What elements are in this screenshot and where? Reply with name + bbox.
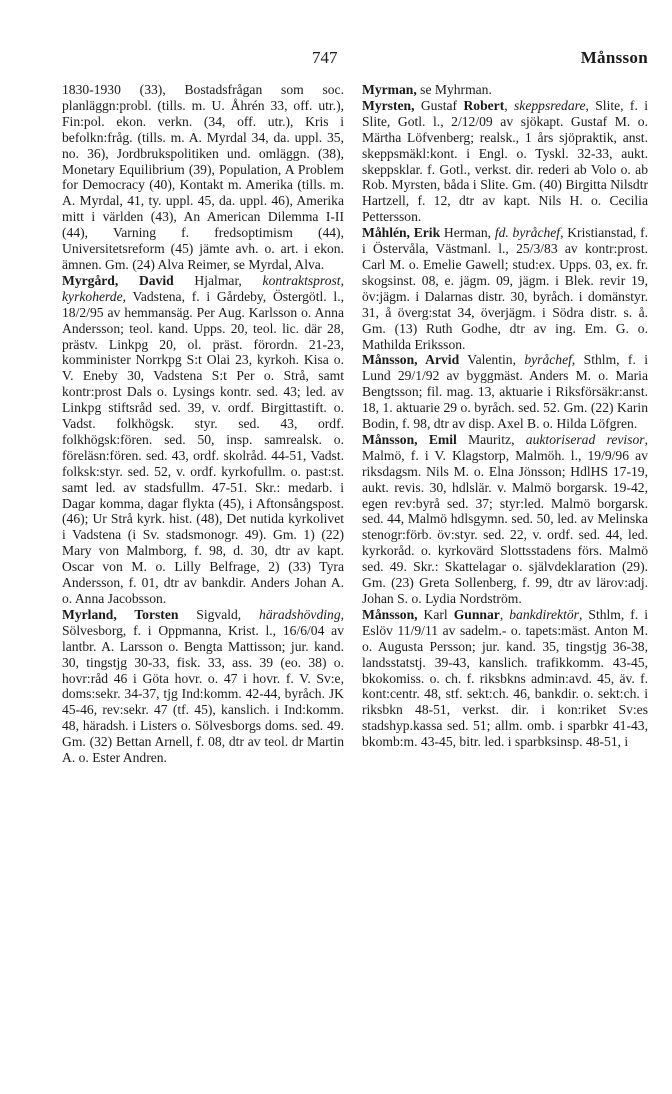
entry-title: kontraktsprost, kyrkoherde bbox=[62, 272, 344, 304]
entry-myrgard bbox=[62, 273, 344, 607]
entry-name: Myrgård, David bbox=[62, 272, 174, 288]
entry-mahlen bbox=[362, 225, 648, 352]
entry-myrman bbox=[362, 82, 648, 98]
entry-text: , Sthlm, f. i Eslöv 11/9/11 av sadelm.- o. tapets:mäst. Anton M. o. Augusta Persson; jur. kand. 35, tingstjg 36-38, landsstatstj. 39-43, kanslich. trafikkomm. 43-45, bkokomiss. o. ch. f. riksbkns admin:avd. 45, äv. f. kont:centr. 48, stf. sekt:ch. 46, bankdir. o. sekt:ch. i riksbkn 48-51, verkst. dir. i kon:riket Sv:es stadshyp.kassa sed. 51; allm. omb. i sparbkr 41-43, bkomb:m. 43-45, bitr. led. i sparbksinsp. 48-51, i bbox=[362, 606, 649, 750]
entry-mansson-arvid bbox=[362, 352, 648, 432]
entry-continuation bbox=[62, 82, 344, 273]
entry-name: Månsson, Emil bbox=[362, 431, 457, 447]
entry-name-given-bold: Robert bbox=[463, 97, 505, 113]
left-column bbox=[62, 82, 344, 766]
entry-given: Mauritz, bbox=[456, 431, 526, 447]
entry-title: fd. byråchef bbox=[494, 225, 561, 241]
entry-given: Sigvald, bbox=[178, 606, 260, 622]
entry-title: auktoriserad revisor bbox=[525, 431, 645, 447]
entry-name-given-bold: Gunnar bbox=[453, 606, 500, 622]
entry-given: Karl bbox=[417, 606, 454, 622]
entry-title: bankdirektör bbox=[509, 606, 579, 622]
entry-title: skeppsredare bbox=[514, 97, 586, 113]
running-head: Månsson bbox=[580, 48, 648, 67]
entry-text: , Vadstena, f. i Gårdeby, Östergötl. l., 18/2/95 av hemmansäg. Per Aug. Karlsson o. Anna Andersson; teol. kand. Upps. 20, teol. lic. där 28, prästv. Linkpg 20, ol. präst. förordn. 21-23, komminister Norrkpg S:t Olai 23, kyrkoh. Kisa o. V. Eneby 30, Vadstena S:t Per o. Strå, samt kontr:prost Dals o. Lysings kontr. sed. 43; led. av Linkpg stiftsråd sed. 39, v. ordf. Birgittastift. o. Vadst. folkhögsk. styr. sed. 43, ordf. folkhögsk:fören. sed. 50, insp. samrealsk. o. föreläsn:fören. sed. 43, ordf. skolråd. 44-51, Vadst. folksk:styr. sed. 52, v. ordf. kyrkofullm. o. past:st. samt led. av stadsfullm. 47-51. Skr.: medarb. i Dagar komma, dagar flykta (45), i Aftonsångspost. (46); Ur Strå kyrk. hist. (48), Det nutida kyrkolivet i Vadstena (i Sv. stadsmonogr. 49). Gm. 1) (22) Mary von Malmborg, f. 98, d. 30, dtr av kapt. Oscar von M. o. Lilly Belfrage, 2) (33) Tyra Andersson, f. 01, dtr av bankdir. Anders Johan A. o. Anna Jacobsson. bbox=[62, 288, 344, 606]
entry-text: , Malmö, f. i V. Klagstorp, Malmöh. l., 19/9/96 av riksdagsm. Nils M. o. Elna Jönsson; HdlHS 17-19, aukt. revis. 30, hdlslär. v. Malmö borgarsk. 19-42, egen rev:byrå sed. 37; styr:led. Malmö borgarsk. sed. 44, Malmö hdlsgymn. sed. 50, led. av Melinska stenogr:förb. öv:styr. sed. 22, v. ordf. sed. 44, led. kyrkoråd. o. kyrkovärd Slottsstadens förs. Malmö sed. 49. Skr.: Skattelagar o. självdeklaration (29). Gm. (23) Greta Sollenberg, f. 99, dtr av lärov:adj. Johan S. o. Lydia Nordström. bbox=[362, 431, 648, 606]
entry-title: byråchef bbox=[524, 352, 572, 368]
entry-name: Månsson, Arvid bbox=[362, 352, 460, 368]
entry-name: Myrland, Torsten bbox=[62, 606, 179, 622]
entry-mansson-emil bbox=[362, 432, 648, 607]
entry-text: , Sölvesborg, f. i Oppmanna, Krist. l., 16/6/04 av lantbr. A. Larsson o. Bengta Mattisson; jur. kand. 30, tingstjg 30-33, fisk. 33, ass. 39 (eo. 38) o. hovr:råd 46 i Göta hovr. o. 47 i hovr. f. V. Sv:e, doms:sekr. 34-37, tjg Ind:komm. 42-44, byråch. JK 45-46, rev:sekr. 47 (tf. 45), kanslich. i Ind:komm. 48, häradsh. i Listers o. Sölvesborgs doms. sed. 49. Gm. (32) Bettan Arnell, f. 08, dtr av teol. dr Martin A. o. Ester Andren. bbox=[62, 606, 345, 766]
entry-text: 1830-1930 (33), Bostadsfrågan som soc. planläggn:probl. (tills. m. U. Åhrén 33, off. utr.), Fin:pol. ekon. verkn. (34, off. utr.), Kris i befolkn:fråg. (tills. m. A. Myrdal 34, da. uppl. 35, no. 36), Jordbrukspolitiken und. omläggn. (38), Monetary Equilibrium (39), Population, A Problem for Democracy (40), Kontakt m. Amerika (tills. m. A. Myrdal, 41, ty. uppl. 45, da. uppl. 46), Amerika mitt i världen (43), An American Dilemma I-II (44), Varning f. fredsoptimism (44), Universitetsreform (45) jämte avh. o. art. i ekon. ämnen. Gm. (24) Alva Reimer, se Myrdal, Alva. bbox=[62, 82, 344, 272]
page-header bbox=[0, 48, 672, 72]
entry-mansson-gunnar: Månsson, Karl Gunnar, bankdirektör, Sthlm, f. i Eslöv 11/9/11 av sadelm.- o. tapets:mäst. Anton M. o. Augusta Persson; jur. kand. 35, tingstjg 36-38, landsstatstj. 39-43, kanslich. trafikkomm. 43-45, bkokomiss. o. ch. f. riksbkns admin:avd. 45, äv. f. kont:centr. 48, stf. sekt:ch. 46, bankdir. o. sekt:ch. i riksbkn 48-51, verkst. dir. i kon:riket Sv:es stadshyp.kassa sed. 51; allm. omb. i sparbkr 41-43, bkomb:m. 43-45, bitr. led. i sparbksinsp. 48-51, i bbox=[362, 606, 649, 750]
entry-text: , Sthlm, f. i Lund 29/1/92 av byggmäst. Anders M. o. Maria Bengtsson; fil. mag. 13, aktuarie i Riksförsäkr:anst. 18, 1. aktuarie 29 o. byråch. sed. 52. Gm. (22) Karin Bodin, f. 98, dtr av disp. Axel B. o. Hilda Löfgren. bbox=[362, 352, 648, 432]
entry-text: , Kristianstad, f. i Östervåla, Västmanl. l., 25/3/83 av kontr:prost. Carl M. o. Emelie Gawell; stud:ex. Upps. 03, ex. fr. skogsinst. 08, e. jägm. 09, jägm. i Blek. revir 19, öv:jägm. i Dalarnas distr. 30, byråch. i domänstyr. 31, å överg:stat 34, överjägm. i Södra distr. s. å. Gm. (13) Ruth Godhe, dtr av ing. Em. G. o. Mathilda Eriksson. bbox=[362, 225, 648, 352]
entry-name: Månsson, bbox=[362, 606, 418, 622]
entry-myrsten: Myrsten, Gustaf Robert, skeppsredare, Slite, f. i Slite, Gotl. l., 2/12/09 av sjökapt. Gustaf M. o. Märtha Löfvenberg; realsk., 1 års sjöpraktik, anst. skeppsmäkl:kont. i Engl. o. Tyskl. 32-33, aukt. skeppsklar. f. Gotl., verkst. dir. rederi ab Volo o. ab Rob. Myrsten, båda i Slite. Gm. (40) Birgitta Nilsdtr Hartzell, f. 12, dtr av kapt. Nils H. o. Cecilia Pettersson. bbox=[362, 97, 648, 225]
entry-given: Hjalmar, bbox=[173, 272, 263, 288]
entry-given: Valentin, bbox=[459, 352, 525, 368]
entry-myrland bbox=[62, 607, 344, 766]
entry-given: Gustaf bbox=[414, 97, 464, 113]
entry-text: , Slite, f. i Slite, Gotl. l., 2/12/09 av sjökapt. Gustaf M. o. Märtha Löfvenberg; realsk., 1 års sjöpraktik, anst. skeppsmäkl:kont. i Engl. o. Tyskl. 32-33, aukt. skeppsklar. f. Gotl., verkst. dir. rederi ab Volo o. ab Rob. Myrsten, båda i Slite. Gm. (40) Birgitta Nilsdtr Hartzell, f. 12, dtr av kapt. Nils H. o. Cecilia Pettersson. bbox=[362, 97, 648, 225]
right-column bbox=[362, 82, 648, 750]
entry-name: Måhlén, Erik bbox=[362, 225, 441, 241]
entry-name: Myrman, bbox=[362, 82, 417, 97]
entry-name: Myrsten, bbox=[362, 97, 415, 113]
entry-title: häradshövding bbox=[259, 606, 341, 622]
page-number: 747 bbox=[312, 48, 338, 67]
entry-text: se Myhrman. bbox=[416, 82, 492, 97]
entry-given: Herman, bbox=[440, 225, 495, 241]
